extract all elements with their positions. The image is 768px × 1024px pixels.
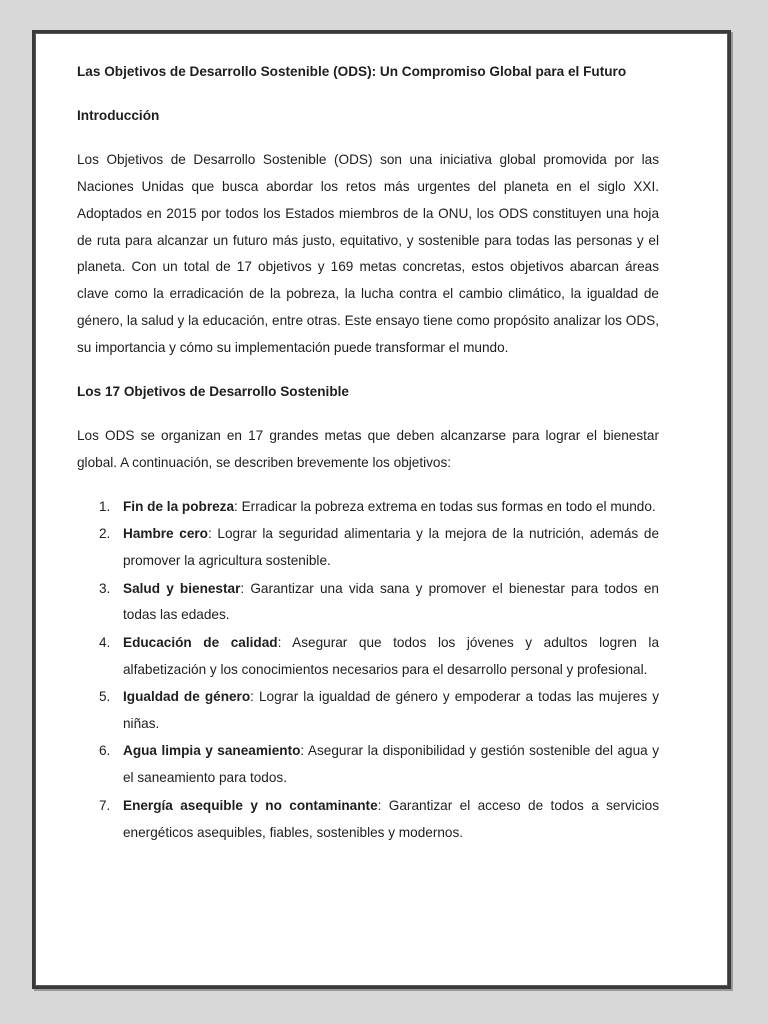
goal-description: : Lograr la seguridad alimentaria y la mejora de la nutrición, además de promover la agricultura sostenible. (123, 526, 660, 569)
goal-description: : Asegurar la disponibilidad y gestión sostenible del agua y el saneamiento para todos. (123, 743, 659, 786)
goal-number: 7. (99, 797, 111, 813)
section-paragraph: Los ODS se organizan en 17 grandes metas que deben alcanzarse para lograr el bienestar global. A continuación, se describen brevemente los objetivos: (77, 427, 659, 470)
intro-paragraph: Los Objetivos de Desarrollo Sostenible (ODS) son una iniciativa global promovida por las Naciones Unidas que busca abordar los retos más urgentes del planeta en el siglo XXI. Adoptados en 2015 por todos los Estados miembros de la ONU, los ODS constituyen una hoja de ruta para alcanzar un futuro más justo, equitativo, y sostenible para todas las personas y el planeta. Con un total de 17 objetivos y 169 metas concretas, estos objetivos abarcan áreas clave como la erradicación de la pobreza, la lucha contra el cambio climático, la igualdad de género, la salud y la educación, entre otras. Este ensayo tiene como propósito analizar los ODS, su importancia y cómo su implementación puede transformar el mundo. (77, 151, 659, 356)
goal-name: Igualdad de género (123, 689, 251, 705)
goal-name: Educación de calidad (123, 634, 278, 650)
list-item (77, 793, 659, 847)
goal-number: 5. (99, 689, 111, 705)
list-item (77, 521, 659, 575)
goal-description: : Garantizar el acceso de todos a servicios energéticos asequibles, fiables, sostenibles y modernos. (123, 797, 660, 840)
section-heading: Los 17 Objetivos de Desarrollo Sostenible (77, 384, 349, 400)
goal-name: Energía asequible y no contaminante (123, 797, 378, 813)
list-item (77, 630, 659, 684)
document-content (77, 59, 659, 847)
goals-list (77, 494, 659, 847)
list-item (77, 738, 659, 792)
goal-name: Fin de la pobreza (123, 498, 235, 514)
list-item (77, 684, 659, 738)
goal-description: : Asegurar que todos los jóvenes y adultos logren la alfabetización y los conocimientos necesarios para el desarrollo personal y profesional. (123, 634, 660, 677)
list-item (77, 494, 659, 521)
goal-name: Salud y bienestar (123, 580, 241, 596)
goal-description: : Lograr la igualdad de género y empoderar a todas las mujeres y niñas. (123, 689, 659, 732)
intro-heading: Introducción (77, 107, 160, 123)
goal-name: Agua limpia y saneamiento (123, 743, 301, 759)
goal-number: 1. (99, 498, 111, 514)
goal-description: : Garantizar una vida sana y promover el bienestar para todos en todas las edades. (123, 580, 659, 623)
document-title: Las Objetivos de Desarrollo Sostenible (ODS): Un Compromiso Global para el Futuro (77, 64, 627, 79)
goal-description: : Erradicar la pobreza extrema en todas sus formas en todo el mundo. (234, 498, 656, 514)
goal-number: 2. (99, 526, 111, 542)
list-item (77, 576, 659, 630)
goal-number: 4. (99, 634, 111, 650)
goal-number: 6. (99, 743, 111, 759)
goal-number: 3. (99, 580, 111, 596)
goal-name: Hambre cero (123, 526, 208, 542)
